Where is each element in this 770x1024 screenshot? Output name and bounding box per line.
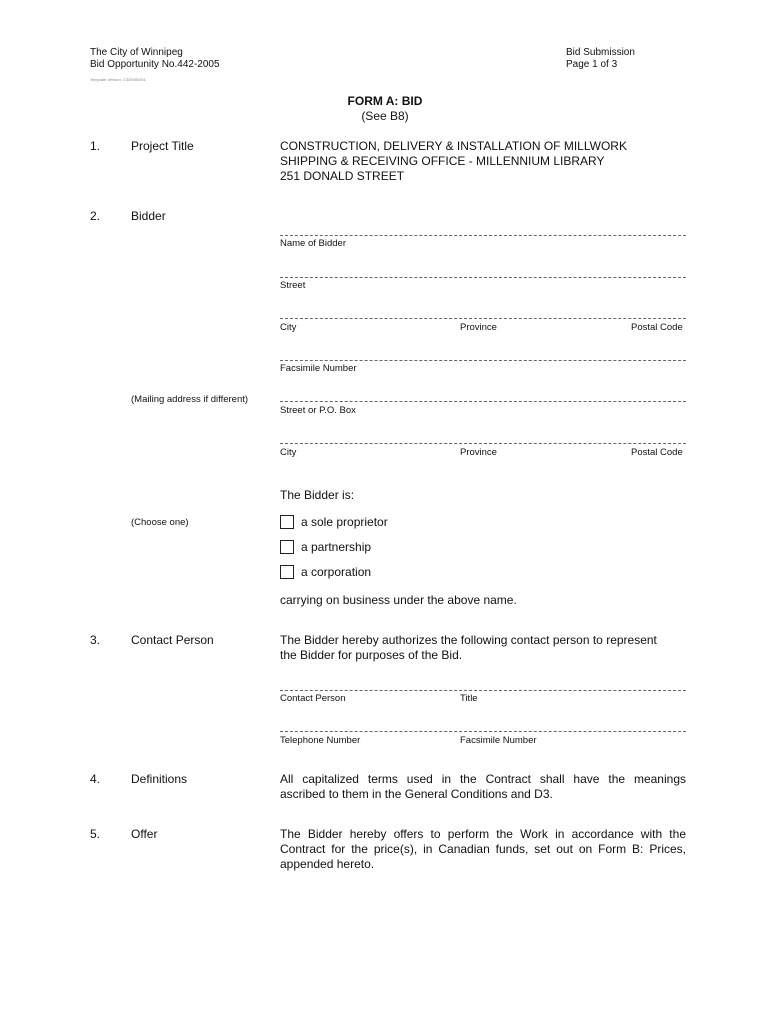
section-1-label: Project Title [131, 139, 194, 153]
contact-person-field-label: Contact Person [280, 693, 346, 704]
project-title-line-2: SHIPPING & RECEIVING OFFICE - MILLENNIUM LIBRARY [280, 154, 605, 168]
street-field[interactable] [280, 277, 686, 278]
definitions-text-line-1: All capitalized terms used in the Contract shall have the meanings [280, 772, 686, 786]
project-title-line-1: CONSTRUCTION, DELIVERY & INSTALLATION OF MILLWORK [280, 139, 627, 153]
form-subtitle: (See B8) [361, 109, 409, 123]
street-po-box-field[interactable] [280, 401, 686, 402]
mailing-city-province-postal-field[interactable] [280, 443, 686, 444]
section-2-number: 2. [90, 209, 101, 223]
title-field-label: Title [460, 693, 478, 704]
facsimile-field[interactable] [280, 360, 686, 361]
choose-one-label: (Choose one) [131, 517, 189, 528]
section-4-label: Definitions [131, 772, 188, 786]
section-4-number: 4. [90, 772, 101, 786]
contact-person-text [280, 633, 686, 663]
section-3-number: 3. [90, 633, 101, 647]
section-2-label: Bidder [131, 209, 166, 223]
bid-opportunity-number: Bid Opportunity No.442-2005 [90, 59, 220, 70]
partnership-label: a partnership [301, 540, 372, 554]
corporation-checkbox[interactable] [280, 565, 294, 579]
partnership-checkbox[interactable] [280, 540, 294, 554]
form-title: FORM A: BID [347, 94, 423, 108]
bidder-is-label: The Bidder is: [280, 488, 355, 502]
carrying-on-business-text: carrying on business under the above name. [280, 593, 517, 607]
city-province-postal-field[interactable] [280, 318, 686, 319]
mailing-postal-code-label: Postal Code [631, 447, 683, 458]
mailing-province-label: Province [460, 447, 497, 458]
telephone-facsimile-field[interactable] [280, 731, 686, 732]
project-title-text [280, 139, 627, 184]
section-5-number: 5. [90, 827, 101, 841]
mailing-address-label: (Mailing address if different) [131, 394, 249, 405]
postal-code-label: Postal Code [631, 322, 683, 333]
definitions-text-line-2: ascribed to them in the General Conditions and D3. [280, 787, 553, 801]
city-name: The City of Winnipeg [90, 47, 183, 58]
street-po-box-label: Street or P.O. Box [280, 405, 356, 416]
sole-proprietor-checkbox[interactable] [280, 515, 294, 529]
offer-text-line-2: Contract for the price(s), in Canadian funds, set out on Form B: Prices, [280, 842, 686, 856]
header-left [90, 47, 220, 71]
corporation-label: a corporation [301, 565, 372, 579]
project-title-line-3: 251 DONALD STREET [280, 169, 405, 183]
contact-facsimile-label: Facsimile Number [460, 735, 537, 746]
section-5-label: Offer [131, 827, 158, 841]
province-label: Province [460, 322, 497, 333]
contact-person-text-line-1: The Bidder hereby authorizes the following contact person to represent [280, 633, 657, 647]
mailing-city-label: City [280, 447, 297, 458]
offer-text [280, 827, 686, 872]
name-of-bidder-label: Name of Bidder [280, 238, 347, 249]
facsimile-label: Facsimile Number [280, 363, 357, 374]
name-of-bidder-field[interactable] [280, 235, 686, 236]
street-label: Street [280, 280, 306, 291]
offer-text-line-1: The Bidder hereby offers to perform the Work in accordance with the [280, 827, 686, 841]
definitions-text [280, 772, 686, 802]
telephone-number-label: Telephone Number [280, 735, 361, 746]
sole-proprietor-label: a sole proprietor [301, 515, 388, 529]
page-number: Page 1 of 3 [566, 59, 618, 70]
contact-person-field[interactable] [280, 690, 686, 691]
section-1-number: 1. [90, 139, 101, 153]
bid-submission-label: Bid Submission [566, 47, 635, 58]
section-3-label: Contact Person [131, 633, 214, 647]
template-version: Template Version: C320050301 [90, 77, 146, 82]
offer-text-line-3: appended hereto. [280, 857, 375, 871]
header-right [566, 47, 635, 71]
city-label: City [280, 322, 297, 333]
contact-person-text-line-2: the Bidder for purposes of the Bid. [280, 648, 463, 662]
